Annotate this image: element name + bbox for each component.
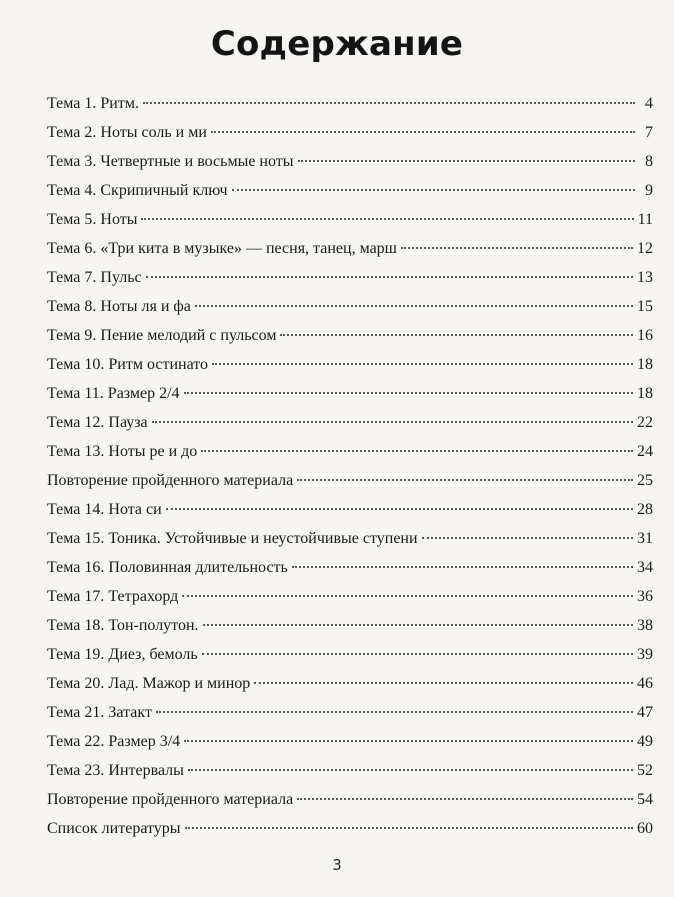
toc-entry-title: Тема 21. Затакт <box>47 704 152 721</box>
toc-entry-page: 38 <box>637 617 653 634</box>
toc-entry-page: 49 <box>637 733 653 750</box>
toc-entry <box>47 495 653 524</box>
toc-leader-dots <box>202 653 633 655</box>
toc-leader-dots <box>212 363 633 365</box>
toc-entry-title: Тема 16. Половинная длительность <box>47 559 288 576</box>
toc-entry <box>47 756 653 785</box>
toc-leader-dots <box>141 218 633 220</box>
toc-entry <box>47 263 653 292</box>
toc-entry-page: 9 <box>645 182 653 199</box>
toc-entry-page: 13 <box>637 269 653 286</box>
toc-entry-title: Тема 12. Пауза <box>47 414 148 431</box>
toc-entry <box>47 785 653 814</box>
toc-leader-dots <box>232 189 635 191</box>
toc-entry <box>47 466 653 495</box>
toc-entry-page: 7 <box>645 124 653 141</box>
toc-entry-title: Тема 9. Пение мелодий с пульсом <box>47 327 277 344</box>
toc-entry-title: Тема 18. Тон-полутон. <box>47 617 199 634</box>
toc-entry-title: Тема 10. Ритм остинато <box>47 356 209 373</box>
toc-leader-dots <box>292 566 633 568</box>
toc-entry-page: 22 <box>637 414 653 431</box>
toc-entry <box>47 118 653 147</box>
toc-leader-dots <box>297 479 633 481</box>
toc-entry-page: 46 <box>637 675 653 692</box>
toc-entry-title: Тема 3. Четвертные и восьмые ноты <box>47 153 294 170</box>
page-number: 3 <box>332 856 342 874</box>
toc-leader-dots <box>185 827 633 829</box>
toc-entry <box>47 814 653 843</box>
toc-leader-dots <box>422 537 633 539</box>
toc-entry <box>47 698 653 727</box>
toc-leader-dots <box>211 131 635 133</box>
toc-entry-title: Список литературы <box>47 820 181 837</box>
toc-entry-title: Тема 19. Диез, бемоль <box>47 646 198 663</box>
toc-leader-dots <box>146 276 633 278</box>
toc-entry-page: 54 <box>637 791 653 808</box>
toc-entry-title: Повторение пройденного материала <box>47 791 294 808</box>
toc-entry-title: Тема 22. Размер 3/4 <box>47 733 181 750</box>
toc-leader-dots <box>188 769 633 771</box>
toc-entry-title: Повторение пройденного материала <box>47 472 294 489</box>
toc-entry-title: Тема 5. Ноты <box>47 211 138 228</box>
toc-entry <box>47 234 653 263</box>
toc-entry-page: 18 <box>637 356 653 373</box>
toc-entry-title: Тема 14. Нота си <box>47 501 162 518</box>
toc-entry-page: 25 <box>637 472 653 489</box>
toc-entry-page: 52 <box>637 762 653 779</box>
toc-leader-dots <box>152 421 633 423</box>
toc-entry-page: 28 <box>637 501 653 518</box>
toc-entry-title: Тема 13. Ноты ре и до <box>47 443 198 460</box>
toc-leader-dots <box>298 160 635 162</box>
toc-entry-page: 15 <box>637 298 653 315</box>
toc-entry-page: 4 <box>645 95 653 112</box>
toc-entry <box>47 582 653 611</box>
toc-entry <box>47 524 653 553</box>
toc-entry <box>47 350 653 379</box>
toc-entry-page: 24 <box>637 443 653 460</box>
toc-entry-page: 8 <box>645 153 653 170</box>
toc-leader-dots <box>401 247 633 249</box>
toc-entry-title: Тема 1. Ритм. <box>47 95 139 112</box>
toc-entry-page: 31 <box>637 530 653 547</box>
toc-leader-dots <box>184 740 633 742</box>
toc-entry-title: Тема 17. Тетрахорд <box>47 588 179 605</box>
toc-leader-dots <box>297 798 633 800</box>
toc-entry <box>47 321 653 350</box>
toc-leader-dots <box>184 392 633 394</box>
toc-leader-dots <box>195 305 633 307</box>
toc-entry-title: Тема 20. Лад. Мажор и минор <box>47 675 251 692</box>
toc-entry <box>47 205 653 234</box>
toc-entry <box>47 669 653 698</box>
toc-entry <box>47 408 653 437</box>
toc-entry <box>47 379 653 408</box>
toc-entry-page: 34 <box>637 559 653 576</box>
toc-entry <box>47 640 653 669</box>
toc-leader-dots <box>254 682 633 684</box>
toc-entry-page: 36 <box>637 588 653 605</box>
toc-leader-dots <box>182 595 633 597</box>
toc-entry-title: Тема 8. Ноты ля и фа <box>47 298 191 315</box>
toc-entry <box>47 437 653 466</box>
toc-leader-dots <box>280 334 633 336</box>
toc-entry-page: 16 <box>637 327 653 344</box>
toc-leader-dots <box>201 450 633 452</box>
toc-entry <box>47 553 653 582</box>
toc-entry-title: Тема 4. Скрипичный ключ <box>47 182 228 199</box>
toc-entry-title: Тема 23. Интервалы <box>47 762 184 779</box>
toc-entry <box>47 89 653 118</box>
toc-entry-page: 18 <box>637 385 653 402</box>
toc-entry <box>47 292 653 321</box>
table-of-contents <box>47 89 653 843</box>
toc-entry-page: 12 <box>637 240 653 257</box>
page-title: Содержание <box>210 24 464 64</box>
toc-leader-dots <box>166 508 633 510</box>
toc-entry-page: 39 <box>637 646 653 663</box>
toc-entry-page: 11 <box>637 211 653 228</box>
toc-leader-dots <box>156 711 633 713</box>
toc-leader-dots <box>143 102 635 104</box>
toc-entry <box>47 176 653 205</box>
toc-entry-title: Тема 2. Ноты соль и ми <box>47 124 207 141</box>
toc-entry-title: Тема 6. «Три кита в музыке» — песня, танец, марш <box>47 240 397 257</box>
toc-entry <box>47 147 653 176</box>
toc-entry-title: Тема 7. Пульс <box>47 269 142 286</box>
toc-entry <box>47 727 653 756</box>
toc-entry-title: Тема 11. Размер 2/4 <box>47 385 180 402</box>
toc-leader-dots <box>203 624 633 626</box>
toc-entry <box>47 611 653 640</box>
toc-entry-page: 47 <box>637 704 653 721</box>
toc-entry-page: 60 <box>637 820 653 837</box>
toc-entry-title: Тема 15. Тоника. Устойчивые и неустойчивые ступени <box>47 530 418 547</box>
